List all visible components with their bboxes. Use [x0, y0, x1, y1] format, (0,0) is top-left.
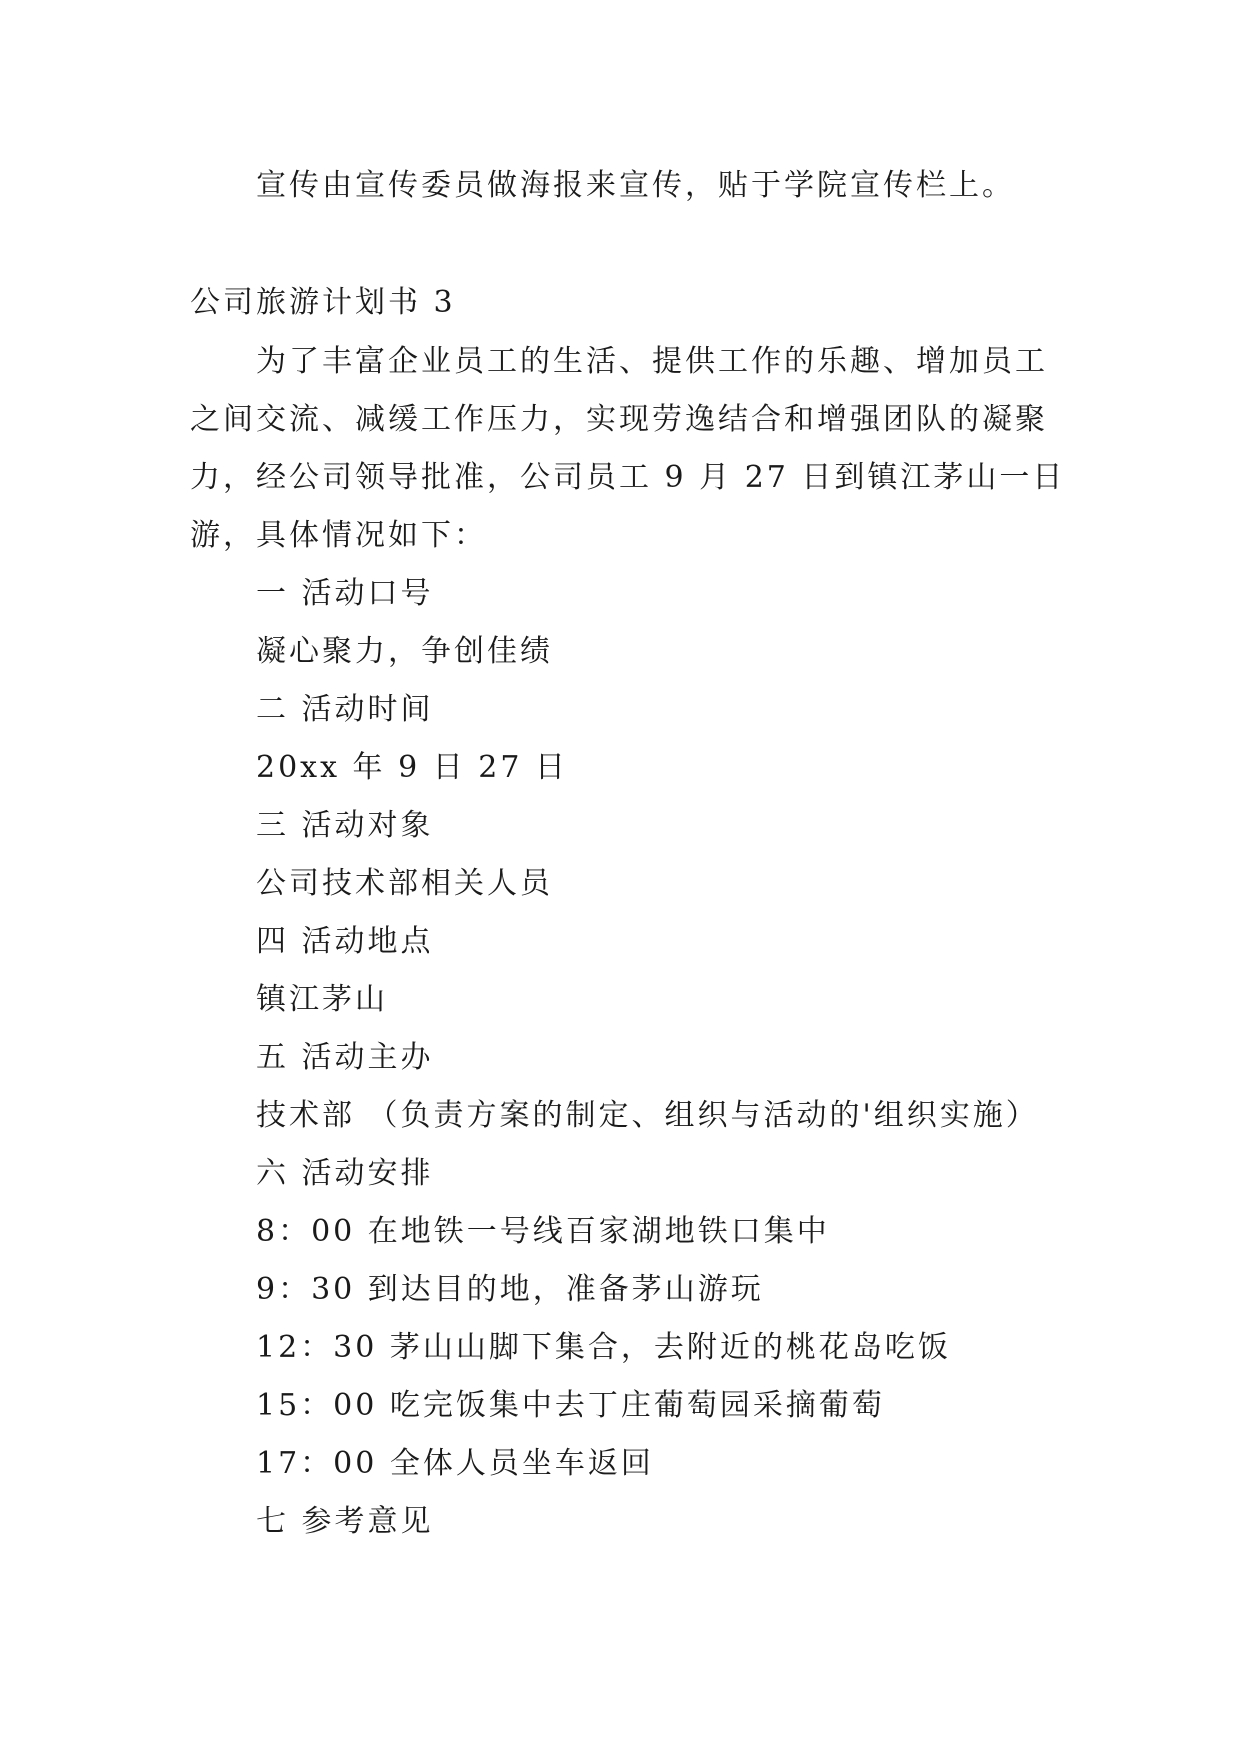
item-time: 20xx 年 9 日 27 日 [256, 750, 568, 785]
section-title: 公司旅游计划书 3 [190, 285, 456, 320]
paragraph-line-2: 之间交流、减缓工作压力，实现劳逸结合和增强团队的凝聚 [190, 402, 1048, 437]
schedule-entry: 9：30 到达目的地，准备茅山游玩 [256, 1272, 764, 1307]
schedule-entry: 12：30 茅山山脚下集合，去附近的桃花岛吃饭 [256, 1330, 951, 1365]
paragraph-line-3: 力，经公司领导批准，公司员工 9 月 27 日到镇江茅山一日 [190, 460, 1066, 495]
item-organizer: 技术部 （负责方案的制定、组织与活动的'组织实施） [256, 1098, 1039, 1133]
item-heading-slogan: 一 活动口号 [256, 576, 434, 611]
schedule-entry: 8：00 在地铁一号线百家湖地铁口集中 [256, 1214, 830, 1249]
item-heading-time: 二 活动时间 [256, 692, 434, 727]
paragraph-line-1: 为了丰富企业员工的生活、提供工作的乐趣、增加员工 [256, 344, 1048, 379]
item-heading-schedule: 六 活动安排 [256, 1156, 434, 1191]
item-heading-organizer: 五 活动主办 [256, 1040, 434, 1075]
intro-line: 宣传由宣传委员做海报来宣传，贴于学院宣传栏上。 [256, 168, 1015, 203]
item-target: 公司技术部相关人员 [256, 866, 553, 901]
item-location: 镇江茅山 [256, 982, 388, 1017]
schedule-entry: 15：00 吃完饭集中去丁庄葡萄园采摘葡萄 [256, 1388, 885, 1423]
paragraph-line-4: 游，具体情况如下： [190, 518, 487, 553]
item-heading-target: 三 活动对象 [256, 808, 434, 843]
schedule-entry: 17：00 全体人员坐车返回 [256, 1446, 654, 1481]
item-heading-location: 四 活动地点 [256, 924, 434, 959]
item-slogan: 凝心聚力，争创佳绩 [256, 634, 553, 669]
item-heading-reference: 七 参考意见 [256, 1504, 434, 1539]
